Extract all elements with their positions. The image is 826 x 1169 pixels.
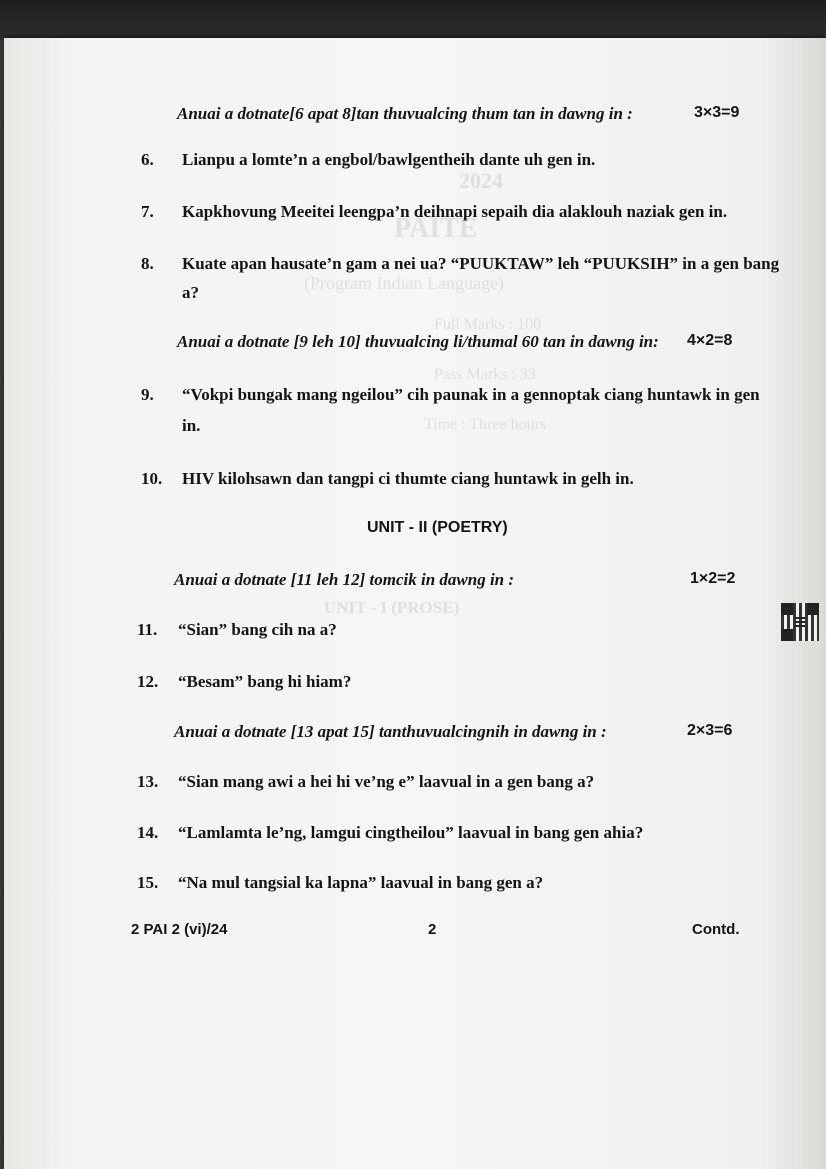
question-7-text: Kapkhovung Meeitei leengpa’n deihnapi sepaih dia alaklouh naziak gen in. xyxy=(182,202,728,221)
show-through: Full Marks : 100 xyxy=(434,316,542,333)
question-13-text: “Sian mang awi a hei hi ve’ng e” laavual in a gen bang a? xyxy=(178,772,595,791)
show-through: Pass Marks : 33 xyxy=(434,366,536,383)
section-d-marks: 2×3=6 xyxy=(687,722,733,739)
question-number: 13. xyxy=(137,772,159,791)
question-number: 9. xyxy=(141,385,154,404)
question-9-text-line2: in. xyxy=(182,416,201,435)
question-8-text-line2: a? xyxy=(182,283,199,302)
paper-code: 2 PAI 2 (vi)/24 xyxy=(131,921,228,938)
question-number: 7. xyxy=(141,202,154,221)
qr-code-icon xyxy=(781,603,819,641)
section-b-instruction: Anuai a dotnate [9 leh 10] thuvualcing li/thumal 60 tan in dawng in: xyxy=(177,332,659,351)
question-number: 8. xyxy=(141,254,154,273)
question-10-text: HIV kilohsawn dan tangpi ci thumte ciang huntawk in gelh in. xyxy=(182,469,634,488)
page-number: 2 xyxy=(428,921,437,938)
section-a-instruction: Anuai a dotnate[6 apat 8]tan thuvualcing thum tan in dawng in : xyxy=(177,104,633,123)
question-14-text: “Lamlamta le’ng, lamgui cingtheilou” laavual in bang gen ahia? xyxy=(178,823,644,842)
question-number: 6. xyxy=(141,150,154,169)
question-number: 10. xyxy=(141,469,163,488)
question-number: 11. xyxy=(137,620,158,639)
question-6-text: Lianpu a lomte’n a engbol/bawlgentheih dante uh gen in. xyxy=(182,150,596,169)
question-8-text-line1: Kuate apan hausate’n gam a nei ua? “PUUKTAW” leh “PUUKSIH” in a gen bang xyxy=(182,254,780,273)
question-number: 12. xyxy=(137,672,159,691)
show-through: UNIT - I (PROSE) xyxy=(324,598,460,617)
question-9-text-line1: “Vokpi bungak mang ngeilou” cih paunak in a gennoptak ciang huntawk in gen xyxy=(182,385,760,404)
question-11-text: “Sian” bang cih na a? xyxy=(178,620,337,639)
section-d-instruction: Anuai a dotnate [13 apat 15] tanthuvualcingnih in dawng in : xyxy=(174,722,607,741)
unit-heading: UNIT - II (POETRY) xyxy=(367,519,508,536)
show-through: 2024 xyxy=(459,168,503,193)
section-a-marks: 3×3=9 xyxy=(694,104,740,121)
question-number: 15. xyxy=(137,873,159,892)
section-c-marks: 1×2=2 xyxy=(690,570,736,587)
exam-page xyxy=(4,38,826,1169)
show-through: PAITE xyxy=(394,213,478,244)
continued-label: Contd. xyxy=(692,921,740,938)
show-through: Time : Three hours xyxy=(424,416,547,433)
question-number: 14. xyxy=(137,823,159,842)
show-through: (Program Indian Language) xyxy=(304,273,504,293)
question-12-text: “Besam” bang hi hiam? xyxy=(178,672,352,691)
section-b-marks: 4×2=8 xyxy=(687,332,733,349)
section-c-instruction: Anuai a dotnate [11 leh 12] tomcik in dawng in : xyxy=(174,570,515,589)
scanner-edge xyxy=(0,0,826,40)
question-15-text: “Na mul tangsial ka lapna” laavual in bang gen a? xyxy=(178,873,544,892)
